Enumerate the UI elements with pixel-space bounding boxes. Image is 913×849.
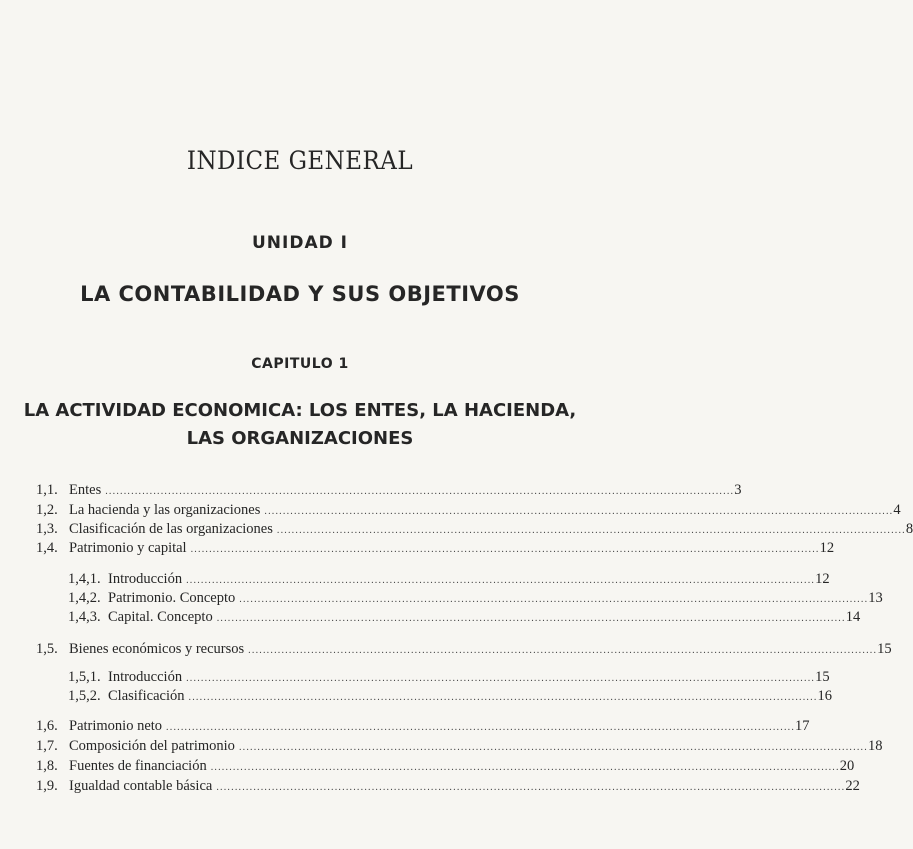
toc-entry (36, 718, 810, 738)
toc-number: 1,4,2. (68, 590, 101, 606)
toc-entry (36, 502, 901, 522)
toc-entry (36, 758, 855, 778)
toc-page-number: 15 (815, 669, 830, 685)
toc-page-number: 13 (868, 590, 883, 606)
unit-heading: UNIDAD I (252, 233, 348, 253)
toc-number: 1,2. (36, 502, 58, 518)
toc-number: 1,1. (36, 482, 58, 498)
toc-leader-dots: .......................................................................................................................................................................... (186, 673, 816, 684)
toc-number: 1,7. (36, 738, 58, 754)
toc-page-number: 18 (867, 738, 883, 754)
toc-subentry (68, 669, 830, 689)
toc-leader-dots: .......................................................................................................................................................................... (264, 506, 894, 517)
toc-page-number: 15 (877, 641, 892, 657)
chapter-heading: CAPITULO 1 (251, 356, 349, 372)
toc-entry (36, 778, 860, 798)
toc-label: La hacienda y las organizaciones (69, 502, 261, 518)
toc-subentry (68, 571, 830, 591)
toc-page-number: 22 (845, 778, 860, 794)
toc-label: Patrimonio y capital (69, 540, 187, 556)
toc-number: 1,3. (36, 521, 58, 537)
toc-page-number: 17 (795, 718, 810, 734)
toc-number: 1,5,2. (68, 688, 101, 704)
toc-subentry (68, 688, 833, 708)
toc-leader-dots: .......................................................................................................................................................................... (190, 544, 820, 555)
toc-label: Entes (69, 482, 102, 498)
toc-leader-dots: .......................................................................................................................................................................... (248, 645, 878, 656)
toc-leader-dots: .......................................................................................................................................................................... (105, 486, 735, 497)
toc-page-number: 8 (905, 521, 913, 537)
toc-page-number: 12 (815, 571, 830, 587)
toc-label: Introducción (108, 571, 183, 587)
chapter-title-line-2: LAS ORGANIZACIONES (186, 428, 414, 449)
toc-label: Capital. Concepto (108, 609, 213, 625)
toc-page-number: 16 (817, 688, 833, 704)
toc-page-number: 20 (839, 758, 855, 774)
toc-number: 1,9. (36, 778, 58, 794)
toc-leader-dots: .......................................................................................................................................................................... (188, 692, 818, 703)
toc-leader-dots: .......................................................................................................................................................................... (216, 613, 846, 624)
toc-page-number: 12 (819, 540, 835, 556)
toc-entry (36, 738, 883, 758)
toc-entry (36, 521, 913, 541)
toc-label: Clasificación de las organizaciones (69, 521, 273, 537)
chapter-title (0, 397, 600, 453)
page-title: INDICE GENERAL (186, 146, 414, 175)
toc-leader-dots: .......................................................................................................................................................................... (239, 594, 869, 605)
toc-label: Clasificación (108, 688, 185, 704)
toc-number: 1,4,3. (68, 609, 101, 625)
toc-leader-dots: .......................................................................................................................................................................... (186, 575, 816, 586)
toc-leader-dots: .......................................................................................................................................................................... (166, 722, 796, 733)
toc-page-number: 14 (845, 609, 861, 625)
toc-number: 1,5. (36, 641, 58, 657)
toc-entry (36, 641, 892, 661)
toc-page-number: 4 (893, 502, 901, 518)
toc-entry (36, 482, 742, 502)
toc-leader-dots: .......................................................................................................................................................................... (210, 762, 840, 773)
toc-label: Igualdad contable básica (69, 778, 213, 794)
toc-page-number: 3 (734, 482, 742, 498)
toc-label: Introducción (108, 669, 183, 685)
toc-label: Bienes económicos y recursos (69, 641, 245, 657)
toc-number: 1,5,1. (68, 669, 101, 685)
toc-label: Patrimonio neto (69, 718, 163, 734)
unit-title: LA CONTABILIDAD Y SUS OBJETIVOS (80, 282, 520, 306)
toc-leader-dots: .......................................................................................................................................................................... (238, 742, 868, 753)
chapter-title-line-1: LA ACTIVIDAD ECONOMICA: LOS ENTES, LA HACIENDA, (23, 400, 577, 421)
toc-number: 1,4,1. (68, 571, 101, 587)
toc-label: Fuentes de financiación (69, 758, 207, 774)
toc-number: 1,6. (36, 718, 58, 734)
toc-number: 1,4. (36, 540, 58, 556)
toc-leader-dots: .......................................................................................................................................................................... (216, 782, 846, 793)
toc-label: Patrimonio. Concepto (108, 590, 236, 606)
toc-subentry (68, 590, 883, 610)
toc-label: Composición del patrimonio (69, 738, 235, 754)
toc-number: 1,8. (36, 758, 58, 774)
toc-leader-dots: .......................................................................................................................................................................... (276, 525, 906, 536)
toc-subentry (68, 609, 861, 629)
toc-entry (36, 540, 835, 560)
